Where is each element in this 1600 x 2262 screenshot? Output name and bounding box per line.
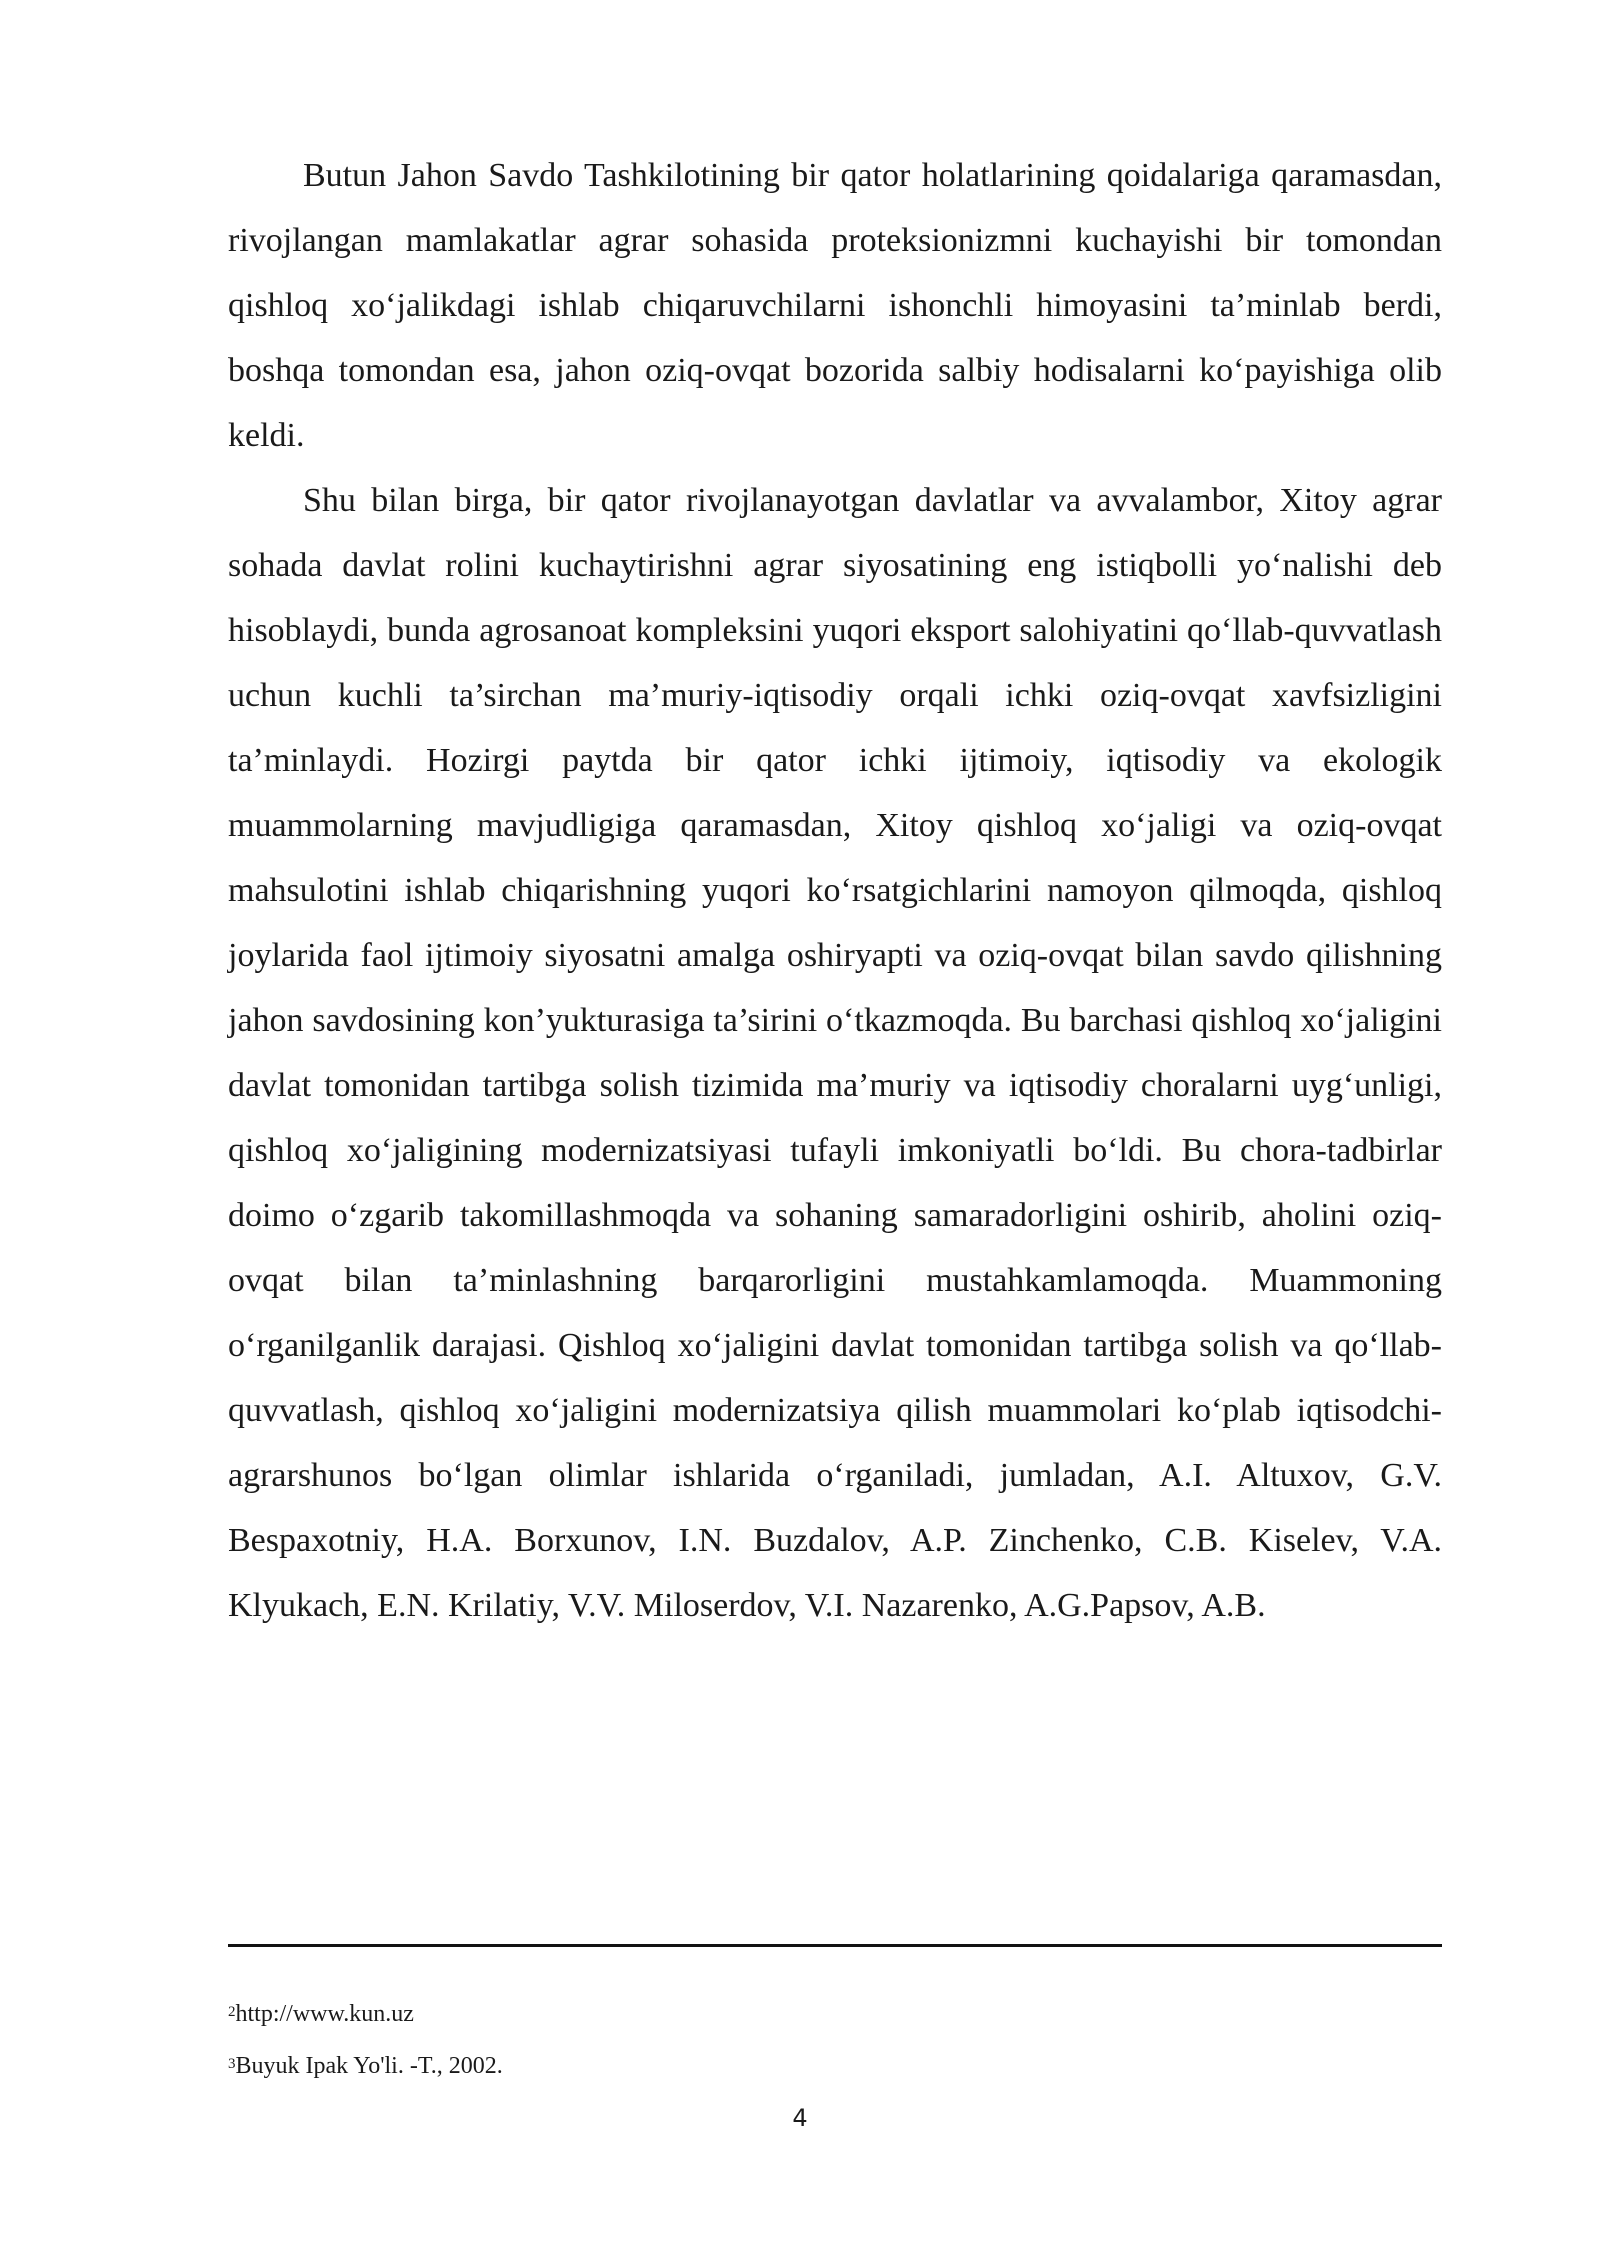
footnote-3-number: 3 [228,2056,236,2072]
footnote-2 [228,1988,1442,2040]
footnotes [228,1988,1442,2092]
footnote-2-number: 2 [228,2004,236,2020]
footnote-2-text: http://www.kun.uz [235,2001,414,2027]
body-text [228,143,1442,1638]
paragraph-2: Shu bilan birga, bir qator rivojlanayotgan davlatlar va avvalambor, Xitoy agrar sohada davlat rolini kuchaytirishni agrar siyosatining eng istiqbolli yo‘nalishi deb hisoblaydi, bunda agrosanoat kompleksini yuqori eksport salohiyatini qo‘llab-quvvatlash uchun kuchli ta’sirchan ma’muriy-iqtisodiy orqali ichki oziq-ovqat xavfsizligini ta’minlaydi. Hozirgi paytda bir qator ichki ijtimoiy, iqtisodiy va ekologik muammolarning mavjudligiga qaramasdan, Xitoy qishloq xo‘jaligi va oziq-ovqat mahsulotini ishlab chiqarishning yuqori ko‘rsatgichlarini namoyon qilmoqda, qishloq joylarida faol ijtimoiy siyosatni amalga oshiryapti va oziq-ovqat bilan savdo qilishning jahon savdosining kon’yukturasiga ta’sirini o‘tkazmoqda. Bu barchasi qishloq xo‘jaligini davlat tomonidan tartibga solish tizimida ma’muriy va iqtisodiy choralarni uyg‘unligi, qishloq xo‘jaligining modernizatsiyasi tufayli imkoniyatli bo‘ldi. Bu chora-tadbirlar doimo o‘zgarib takomillashmoqda va sohaning samaradorligini oshirib, aholini oziq-ovqat bilan ta’minlashning barqarorligini mustahkamlamoqda. Muammoning o‘rganilganlik darajasi. Qishloq xo‘jaligini davlat tomonidan tartibga solish va qo‘llab-quvvatlash, qishloq xo‘jaligini modernizatsiya qilish muammolari ko‘plab iqtisodchi-agrarshunos bo‘lgan olimlar ishlarida o‘rganiladi, jumladan, A.I. Altuxov, G.V. Bespaxotniy, H.A. Borxunov, I.N. Buzdalov, A.P. Zinchenko, C.B. Kiselev, V.A. Klyukach, E.N. Krilatiy, V.V. Miloserdov, V.I. Nazarenko, A.G.Papsov, A.B. [228,482,1442,1624]
paragraph-1: Butun Jahon Savdo Tashkilotining bir qator holatlarining qoidalariga qaramasdan, rivojlangan mamlakatlar agrar sohasida proteksionizmni kuchayishi bir tomondan qishloq xo‘jalikdagi ishlab chiqaruvchilarni ishonchli himoyasini ta’minlab berdi, boshqa tomondan esa, jahon oziq-ovqat bozorida salbiy hodisalarni ko‘payishiga olib keldi. [228,157,1442,454]
footnote-3 [228,2040,1442,2092]
page-number: 4 [792,2104,808,2132]
footnote-separator [228,1944,1442,1947]
footnote-3-text: Buyuk Ipak Yo'li. -T., 2002. [235,2053,503,2079]
